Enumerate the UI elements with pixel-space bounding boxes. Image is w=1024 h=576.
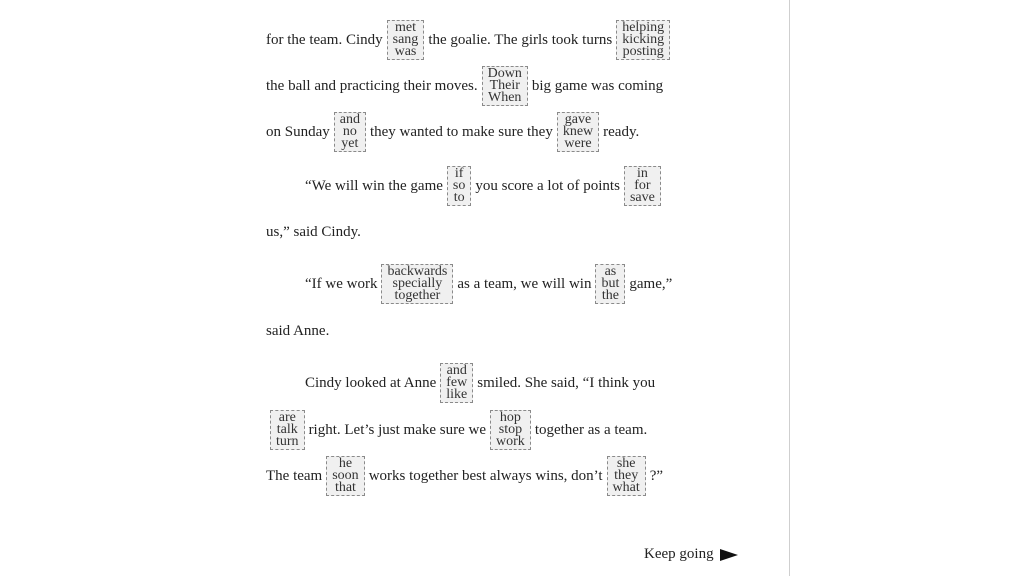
word-choice-option[interactable]: posting — [622, 44, 664, 59]
word-choice-option[interactable]: soon — [332, 468, 359, 483]
word-choice-option[interactable]: kicking — [622, 32, 665, 47]
passage-text: Cindy looked at Anne — [305, 374, 437, 391]
word-choice-dropdown[interactable] — [482, 66, 528, 106]
word-choice-dropdown[interactable] — [326, 456, 364, 496]
passage-text: as a team, we will win — [457, 275, 592, 292]
word-choice-option[interactable]: save — [629, 190, 655, 205]
passage-line — [266, 204, 361, 260]
passage-text: you score a lot of points — [475, 177, 620, 194]
passage-text: us,” said Cindy. — [266, 223, 361, 240]
passage-text: right. Let’s just make sure we — [308, 421, 487, 438]
word-choice-option[interactable]: what — [612, 480, 640, 495]
passage-text: for the team. Cindy — [266, 31, 383, 48]
passage-text: the ball and practicing their moves. — [266, 77, 478, 94]
word-choice-option[interactable]: gave — [564, 112, 592, 127]
word-choice-option[interactable]: but — [601, 276, 620, 291]
word-choice-dropdown[interactable] — [440, 363, 473, 403]
word-choice-option[interactable]: Down — [487, 66, 522, 81]
word-choice-option[interactable]: Their — [489, 78, 520, 93]
word-choice-option[interactable]: for — [634, 178, 651, 193]
passage-text: big game was coming — [531, 77, 664, 94]
passage-text: works together best always wins, don’t — [368, 467, 603, 484]
word-choice-option[interactable]: he — [338, 456, 353, 471]
word-choice-option[interactable]: talk — [276, 422, 298, 437]
word-choice-dropdown[interactable] — [557, 112, 599, 152]
word-choice-dropdown[interactable] — [616, 20, 670, 60]
word-choice-option[interactable]: few — [446, 375, 468, 390]
passage-text: ?” — [649, 467, 664, 484]
word-choice-option[interactable]: that — [334, 480, 356, 495]
passage-text: The team — [266, 467, 323, 484]
word-choice-dropdown[interactable] — [595, 264, 625, 304]
word-choice-option[interactable]: sang — [392, 32, 419, 47]
word-choice-dropdown[interactable] — [447, 166, 471, 206]
word-choice-option[interactable]: together — [394, 288, 441, 303]
word-choice-dropdown[interactable] — [624, 166, 661, 206]
word-choice-option[interactable]: the — [601, 288, 619, 303]
word-choice-option[interactable]: stop — [498, 422, 523, 437]
passage-text: said Anne. — [266, 322, 330, 339]
passage-text: they wanted to make sure they — [369, 123, 553, 140]
word-choice-option[interactable]: and — [339, 112, 360, 127]
word-choice-option[interactable]: When — [488, 90, 522, 105]
word-choice-dropdown[interactable] — [381, 264, 453, 304]
word-choice-option[interactable]: as — [604, 264, 617, 279]
passage-text: on Sunday — [266, 123, 330, 140]
word-choice-option[interactable]: hop — [499, 410, 521, 425]
keep-going-button[interactable] — [644, 546, 738, 563]
word-choice-dropdown[interactable] — [490, 410, 531, 450]
word-choice-option[interactable]: to — [453, 190, 465, 205]
word-choice-option[interactable]: work — [496, 434, 525, 449]
passage-text: together as a team. — [534, 421, 648, 438]
word-choice-option[interactable]: in — [636, 166, 648, 181]
word-choice-option[interactable]: met — [394, 20, 416, 35]
right-arrow-icon — [720, 549, 738, 561]
word-choice-option[interactable]: helping — [622, 20, 665, 35]
word-choice-dropdown[interactable] — [607, 456, 646, 496]
passage-line — [266, 448, 663, 504]
word-choice-option[interactable]: no — [342, 124, 357, 139]
word-choice-option[interactable]: specially — [392, 276, 443, 291]
passage-line — [305, 256, 672, 312]
passage-text: ready. — [603, 123, 640, 140]
word-choice-dropdown[interactable] — [334, 112, 366, 152]
word-choice-option[interactable]: like — [446, 387, 468, 402]
page-divider — [789, 0, 790, 576]
word-choice-option[interactable]: she — [616, 456, 636, 471]
word-choice-option[interactable]: are — [278, 410, 296, 425]
word-choice-option[interactable]: were — [564, 136, 592, 151]
passage-text: “If we work — [305, 275, 378, 292]
word-choice-option[interactable]: was — [394, 44, 417, 59]
passage-text: game,” — [629, 275, 673, 292]
word-choice-option[interactable]: so — [452, 178, 466, 193]
word-choice-dropdown[interactable] — [387, 20, 425, 60]
passage-line — [266, 104, 639, 160]
passage-text: smiled. She said, “I think you — [477, 374, 656, 391]
word-choice-option[interactable]: if — [454, 166, 464, 181]
keep-going-label: Keep going — [644, 546, 714, 562]
word-choice-option[interactable]: backwards — [387, 264, 448, 279]
word-choice-option[interactable]: yet — [341, 136, 359, 151]
word-choice-option[interactable]: turn — [276, 434, 299, 449]
word-choice-option[interactable]: and — [446, 363, 467, 378]
word-choice-option[interactable]: knew — [562, 124, 594, 139]
word-choice-dropdown[interactable] — [270, 410, 305, 450]
passage-line — [266, 303, 329, 359]
passage-text: “We will win the game — [305, 177, 443, 194]
passage-text: the goalie. The girls took turns — [428, 31, 613, 48]
word-choice-option[interactable]: they — [614, 468, 639, 483]
